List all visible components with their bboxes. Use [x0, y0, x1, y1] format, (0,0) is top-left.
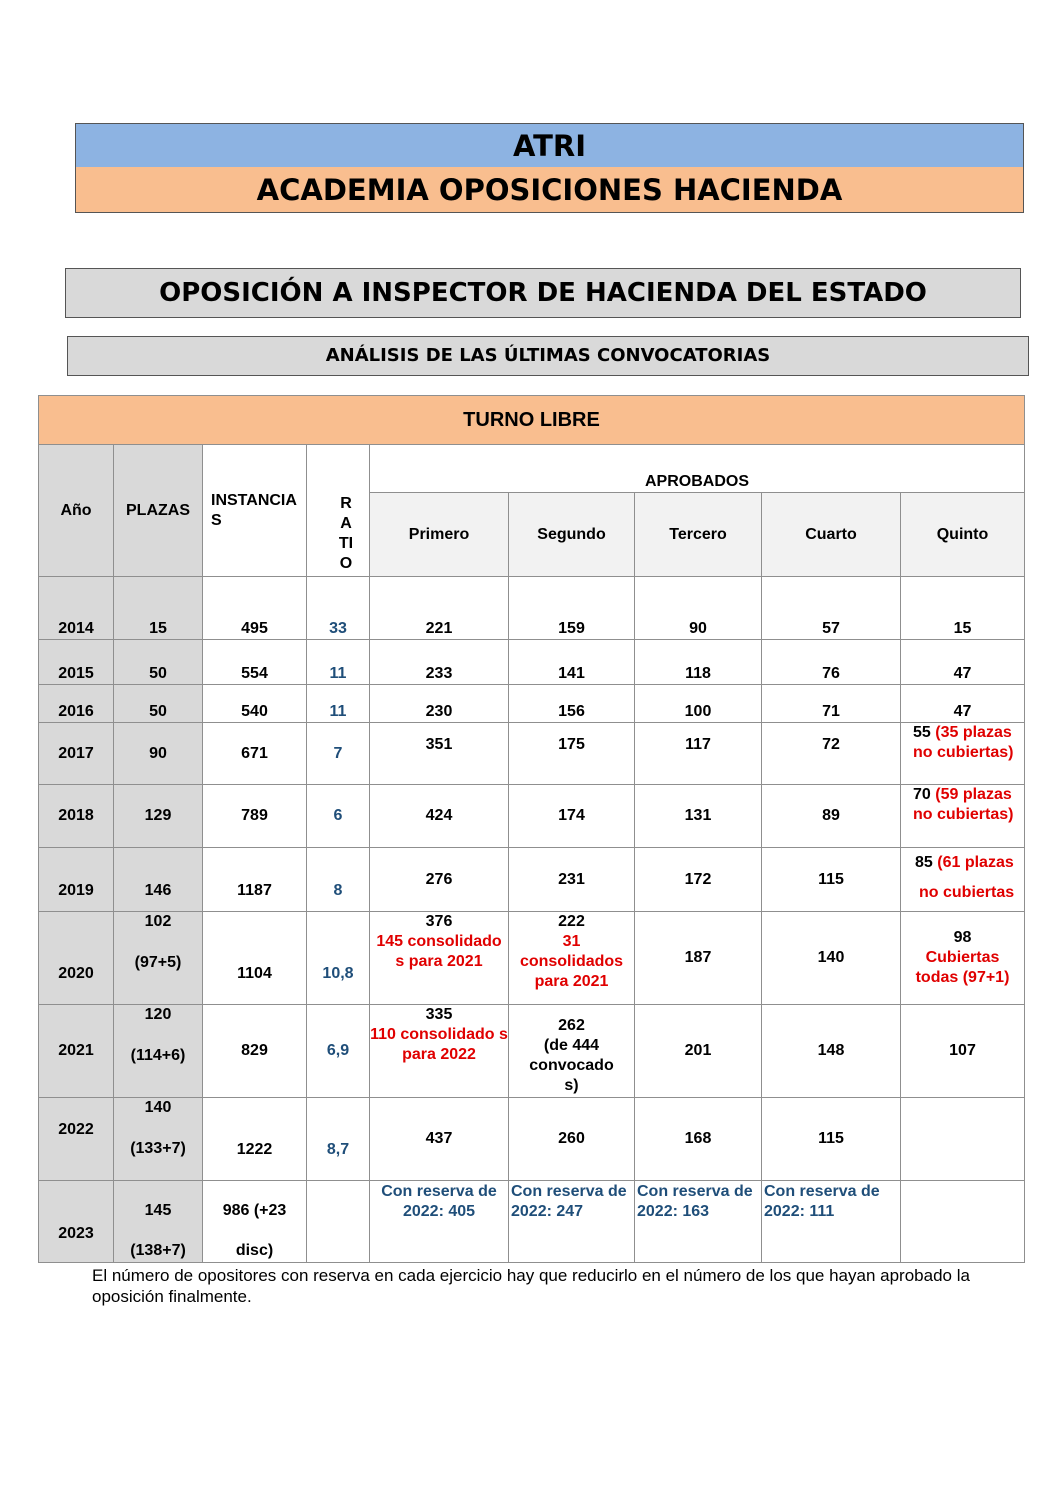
quinto-value: 70: [913, 786, 931, 803]
quinto-cell: [901, 1181, 1025, 1263]
table-row: [39, 685, 1025, 723]
turno-row: [39, 396, 1025, 445]
tercero-cell: 90: [635, 577, 762, 640]
tercero-cell: Con reserva de 2022: 163: [635, 1181, 762, 1263]
instancias-value: 986 (+23: [222, 1202, 287, 1219]
table-row: [39, 848, 1025, 912]
quinto-cell: [901, 848, 1025, 912]
tercero-cell: 117: [635, 723, 762, 785]
segundo-note: 31 consolidados para 2021: [519, 933, 624, 990]
instancias-cell: 671: [203, 723, 307, 785]
table-row: [39, 577, 1025, 640]
table-row: [39, 1181, 1025, 1263]
segundo-cell: 141: [509, 640, 635, 685]
primero-cell: 276: [370, 848, 509, 912]
table-row: [39, 785, 1025, 848]
anio-cell: 2021: [39, 1005, 114, 1098]
anio-cell: 2022: [39, 1098, 114, 1181]
segundo-cell: [509, 1005, 635, 1098]
plazas-cell: [114, 1098, 203, 1181]
cuarto-cell: 89: [762, 785, 901, 848]
plazas-detail: (133+7): [130, 1140, 186, 1157]
plazas-cell: [114, 1181, 203, 1263]
col-quinto-header: Quinto: [901, 493, 1025, 577]
turno-libre-header: TURNO LIBRE: [39, 396, 1025, 445]
cuarto-cell: 115: [762, 1098, 901, 1181]
instancias-cell: 540: [203, 685, 307, 723]
instancias-cell: 1187: [203, 848, 307, 912]
plazas-cell: 90: [114, 723, 203, 785]
quinto-note-2: no cubiertas: [919, 884, 1015, 901]
instancias-cell: 789: [203, 785, 307, 848]
plazas-cell: [114, 1005, 203, 1098]
quinto-value: 55: [913, 724, 931, 741]
table-row: [39, 912, 1025, 1005]
segundo-value: 262: [558, 1017, 585, 1034]
col-primero-header: Primero: [370, 493, 509, 577]
segundo-cell: 175: [509, 723, 635, 785]
tercero-cell: 118: [635, 640, 762, 685]
col-anio-header: Año: [39, 445, 114, 577]
anio-cell: 2023: [39, 1181, 114, 1263]
plazas-detail: (114+6): [130, 1047, 186, 1064]
col-instancias-header: INSTANCIAS: [203, 445, 307, 577]
segundo-cell: Con reserva de 2022: 247: [509, 1181, 635, 1263]
tercero-cell: 131: [635, 785, 762, 848]
ratio-cell: 8,7: [307, 1098, 370, 1181]
instancias-cell: 1222: [203, 1098, 307, 1181]
segundo-extra: (de 444 convocado s): [529, 1037, 614, 1094]
plazas-value: 120: [144, 1006, 172, 1023]
plazas-cell: 15: [114, 577, 203, 640]
primero-cell: 351: [370, 723, 509, 785]
col-segundo-header: Segundo: [509, 493, 635, 577]
segundo-cell: 231: [509, 848, 635, 912]
instancias-cell: [203, 1181, 307, 1263]
cuarto-cell: 148: [762, 1005, 901, 1098]
anio-cell: 2018: [39, 785, 114, 848]
ratio-cell: 8: [307, 848, 370, 912]
tercero-cell: 187: [635, 912, 762, 1005]
quinto-value: 85: [915, 854, 933, 871]
plazas-detail: (138+7): [130, 1242, 186, 1259]
col-cuarto-header: Cuarto: [762, 493, 901, 577]
col-plazas-header: PLAZAS: [114, 445, 203, 577]
quinto-note: Cubiertas todas (97+1): [915, 949, 1010, 986]
primero-cell: Con reserva de 2022: 405: [370, 1181, 509, 1263]
cuarto-cell: 72: [762, 723, 901, 785]
tercero-cell: 172: [635, 848, 762, 912]
quinto-cell: [901, 785, 1025, 848]
segundo-cell: 159: [509, 577, 635, 640]
page-title: OPOSICIÓN A INSPECTOR DE HACIENDA DEL ESTADO: [65, 268, 1021, 318]
ratio-cell: 11: [307, 685, 370, 723]
aprobados-header: APROBADOS: [370, 445, 1025, 493]
anio-cell: 2019: [39, 848, 114, 912]
plazas-value: 140: [144, 1099, 172, 1116]
primero-cell: [370, 912, 509, 1005]
instancias-cell: 554: [203, 640, 307, 685]
header-row-1: [39, 445, 1025, 493]
instancias-detail: disc): [235, 1242, 274, 1259]
plazas-detail: (97+5): [134, 954, 182, 971]
tercero-cell: 100: [635, 685, 762, 723]
plazas-cell: 50: [114, 685, 203, 723]
cuarto-cell: 140: [762, 912, 901, 1005]
plazas-value: 102: [144, 913, 172, 930]
convocatorias-table: [38, 395, 1025, 1263]
instancias-cell: 1104: [203, 912, 307, 1005]
plazas-cell: 129: [114, 785, 203, 848]
anio-cell: 2016: [39, 685, 114, 723]
anio-cell: 2020: [39, 912, 114, 1005]
primero-note: 145 consolidado s para 2021: [376, 933, 502, 970]
primero-cell: 230: [370, 685, 509, 723]
table-row: [39, 723, 1025, 785]
quinto-cell: 47: [901, 640, 1025, 685]
plazas-cell: 146: [114, 848, 203, 912]
quinto-cell: [901, 912, 1025, 1005]
segundo-cell: 260: [509, 1098, 635, 1181]
segundo-cell: 156: [509, 685, 635, 723]
footnote: El número de opositores con reserva en cada ejercicio hay que reducirlo en el número de los que hayan aprobado la oposición finalmente.: [92, 1266, 970, 1306]
primero-note: 110 consolidado s para 2022: [370, 1026, 508, 1063]
cuarto-cell: Con reserva de 2022: 111: [762, 1181, 901, 1263]
col-tercero-header: Tercero: [635, 493, 762, 577]
segundo-value: 222: [558, 913, 585, 930]
ratio-cell: 7: [307, 723, 370, 785]
quinto-cell: 107: [901, 1005, 1025, 1098]
cuarto-cell: 115: [762, 848, 901, 912]
quinto-note: (59 plazas no cubiertas): [913, 786, 1014, 823]
quinto-cell: 47: [901, 685, 1025, 723]
primero-cell: 424: [370, 785, 509, 848]
quinto-cell: 15: [901, 577, 1025, 640]
anio-cell: 2015: [39, 640, 114, 685]
instancias-cell: 495: [203, 577, 307, 640]
anio-cell: 2017: [39, 723, 114, 785]
plazas-cell: [114, 912, 203, 1005]
quinto-note: (61 plazas: [937, 854, 1014, 871]
anio-cell: 2014: [39, 577, 114, 640]
quinto-cell: [901, 1098, 1025, 1181]
instancias-cell: 829: [203, 1005, 307, 1098]
table-row: [39, 1005, 1025, 1098]
table-row: [39, 640, 1025, 685]
col-ratio-header: RATIO: [307, 445, 370, 577]
segundo-cell: 174: [509, 785, 635, 848]
tercero-cell: 201: [635, 1005, 762, 1098]
ratio-cell: 11: [307, 640, 370, 685]
ratio-cell: 6,9: [307, 1005, 370, 1098]
plazas-cell: 50: [114, 640, 203, 685]
quinto-value: 98: [953, 929, 972, 946]
primero-cell: 233: [370, 640, 509, 685]
cuarto-cell: 76: [762, 640, 901, 685]
quinto-note: (35 plazas no cubiertas): [913, 724, 1014, 761]
primero-value: 376: [425, 913, 453, 930]
header-atri: ATRI: [75, 123, 1024, 168]
ratio-cell: 10,8: [307, 912, 370, 1005]
primero-cell: 221: [370, 577, 509, 640]
primero-cell: 437: [370, 1098, 509, 1181]
table-row: [39, 1098, 1025, 1181]
cuarto-cell: 71: [762, 685, 901, 723]
segundo-cell: [509, 912, 635, 1005]
header-academia: ACADEMIA OPOSICIONES HACIENDA: [75, 167, 1024, 213]
primero-value: 335: [425, 1006, 453, 1023]
ratio-cell: [307, 1181, 370, 1263]
page-subtitle: ANÁLISIS DE LAS ÚLTIMAS CONVOCATORIAS: [67, 336, 1029, 376]
ratio-cell: 33: [307, 577, 370, 640]
quinto-cell: [901, 723, 1025, 785]
cuarto-cell: 57: [762, 577, 901, 640]
ratio-cell: 6: [307, 785, 370, 848]
primero-cell: [370, 1005, 509, 1098]
plazas-value: 145: [144, 1202, 172, 1219]
tercero-cell: 168: [635, 1098, 762, 1181]
